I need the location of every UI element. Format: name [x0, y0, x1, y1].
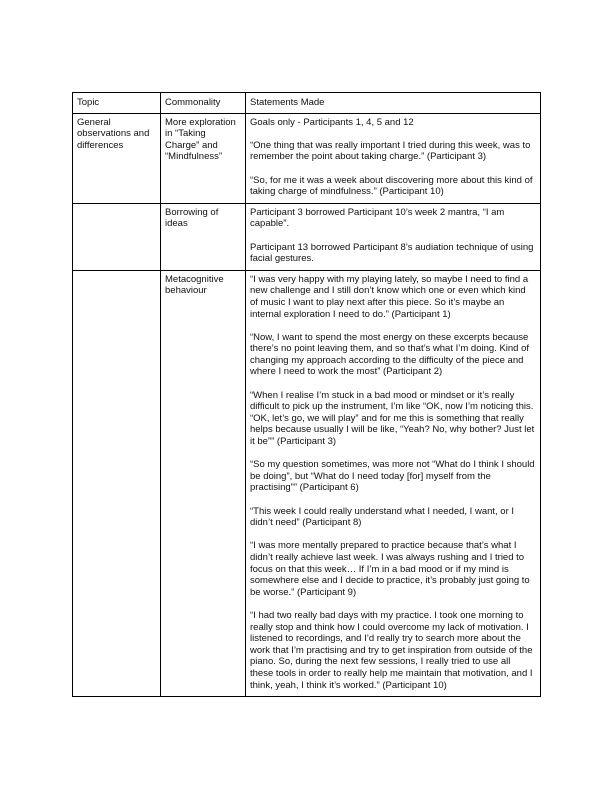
table-row: [73, 113, 541, 203]
statement: “I was more mentally prepared to practice because that’s what I didn’t really achieve last week. I was always rushing and I tried to focus on that this week… If I’m in a bad mood or if my mind is somewhere else and I decide to practice, it’s probably just going to be worse.” (Participant 9): [250, 540, 530, 598]
statement: “When I realise I’m stuck in a bad mood or mindset or it’s really difficult to pick up the instrument, I’m like “OK, now I’m noticing this. “OK, let’s go, we will play” and for me this is something that really helps because usually I will be like, “Yeah? No, why bother? Just let it be”” (Participant 3): [250, 389, 535, 448]
statement: “So, for me it was a week about discovering more about this kind of taking charge of mindfulness.” (Participant 10): [250, 174, 533, 198]
statements-cell: [246, 270, 541, 696]
topic-cell: [73, 270, 161, 696]
statements-cell: [246, 203, 541, 270]
topic-cell: General observations and differences: [73, 113, 161, 203]
col-header-commonality: Commonality: [161, 93, 246, 114]
statements-table: [72, 92, 541, 697]
table-header-row: [73, 93, 541, 114]
statement: “I was very happy with my playing lately, so maybe I need to find a new challenge and I still don’t know which one or even which kind of music I want to play next after this piece. So it’s maybe an internal exploration I need to do.” (Participant 1): [250, 273, 529, 320]
statement: Participant 13 borrowed Participant 8’s audiation technique of using facial gestures.: [250, 241, 534, 265]
statement: “So my question sometimes, was more not “What do I think I should be doing”, but “What do I need today [for] myself from the practising”” (Participant 6): [250, 459, 535, 494]
statement: “I had two really bad days with my practice. I took one morning to really stop and think how I could overcome my lack of motivation. I listened to recordings, and I’d really try to search more about the work that I’m practising and try to get inspiration from outside of the piano. So, during the next few sessions, I really tried to use all these tools in order to really help me maintain that motivation, and I think, yeah, I think it’s worked.” (Participant 10): [250, 609, 533, 691]
statement: Participant 3 borrowed Participant 10’s week 2 mantra, “I am capable”.: [250, 206, 505, 230]
statements-cell: [246, 113, 541, 203]
col-header-statements-made: Statements Made: [246, 93, 541, 114]
statement: “This week I could really understand what I needed, I want, or I didn’t need” (Participant 8): [250, 505, 515, 529]
table-row: [73, 270, 541, 696]
col-header-topic: Topic: [73, 93, 161, 114]
statement: “Now, I want to spend the most energy on these excerpts because there’s no point leaving them, and so that’s what I’m doing. Kind of changing my approach according to the difficulty of the piece and where I need to work the most” (Participant 2): [250, 331, 530, 378]
commonality-cell: More exploration in “Taking Charge” and “Mindfulness”: [161, 113, 246, 203]
commonality-cell: Borrowing of ideas: [161, 203, 246, 270]
statement: Goals only - Participants 1, 4, 5 and 12: [250, 116, 414, 128]
statement: “One thing that was really important I tried during this week, was to remember the point about taking charge.” (Participant 3): [250, 139, 531, 163]
commonality-cell: Metacognitive behaviour: [161, 270, 246, 696]
topic-cell: [73, 203, 161, 270]
table-row: [73, 203, 541, 270]
